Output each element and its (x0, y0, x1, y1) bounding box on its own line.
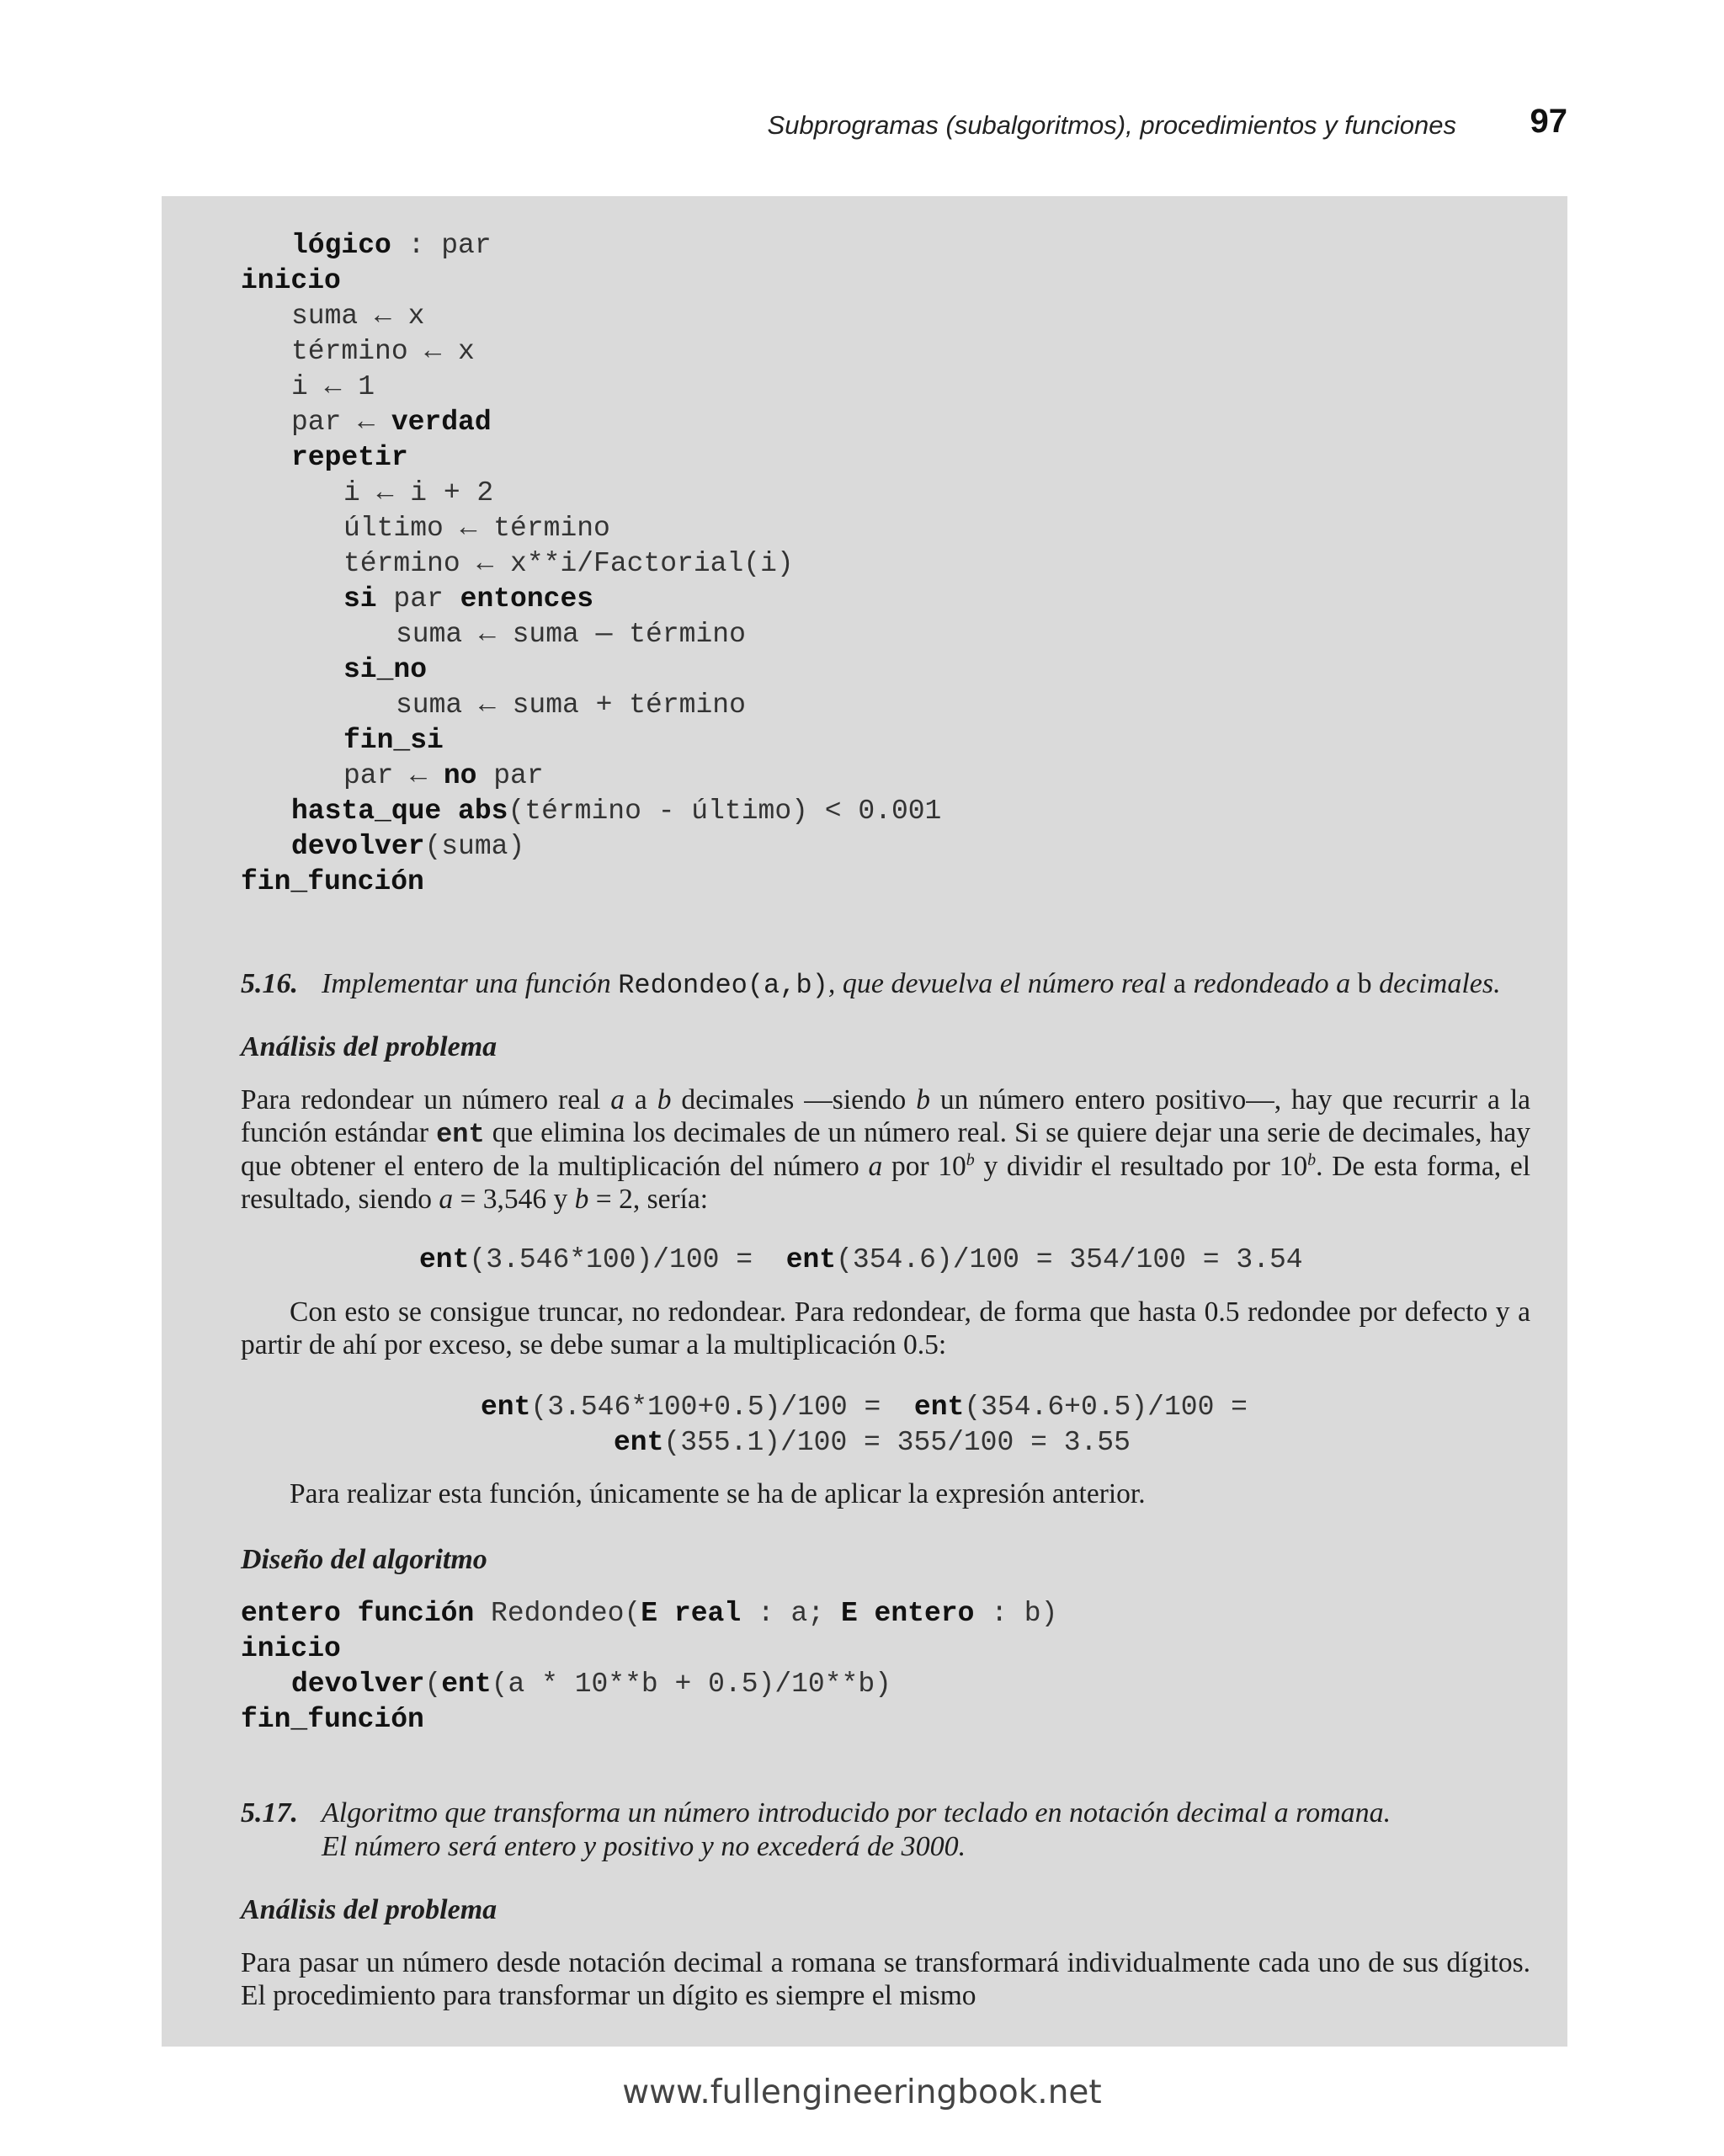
code-line: devolver(ent(a * 10**b + 0.5)/10**b) (291, 1669, 891, 1700)
problem-statement-5-17: 5.17. Algoritmo que transforma un número introducido por teclado en notación decimal a romana. El número será entero y positivo y no excederá de 3000. (241, 1797, 1391, 1862)
analysis-paragraph: Para pasar un número desde notación decimal a romana se transformará individualmente cada uno de sus dígitos. El procedimiento para transformar un dígito es siempre el mismo (241, 1947, 1530, 2011)
code-line: hasta_que abs(término - último) < 0.001 (291, 796, 942, 827)
section-heading-design: Diseño del algoritmo (241, 1544, 487, 1575)
code-line: suma ← suma — término (396, 619, 746, 650)
analysis-paragraph: Con esto se consigue truncar, no redondear. Para redondear, de forma que hasta 0.5 redondee por defecto y a partir de ahí por exceso, se debe sumar a la multiplicación 0.5: (241, 1296, 1530, 1360)
chapter-title: Subprogramas (subalgoritmos), procedimientos y funciones (767, 110, 1456, 140)
code-line: i ← 1 (291, 371, 375, 402)
equation-truncate: ent(3.546*100)/100 = ent(354.6)/100 = 354/100 = 3.54 (419, 1244, 1303, 1275)
code-line: repetir (291, 442, 408, 473)
page-number: 97 (1530, 103, 1567, 140)
code-line: devolver(suma) (291, 831, 525, 862)
section-heading-analysis: Análisis del problema (241, 1894, 498, 1925)
code-line: último ← término (343, 513, 610, 544)
code-line: suma ← suma + término (396, 689, 746, 721)
code-line: i ← i + 2 (343, 477, 494, 508)
code-line: par ← no par (343, 760, 544, 791)
code-line: término ← x (291, 336, 475, 367)
footer-url: www.fullengineeringbook.net (622, 2073, 1102, 2111)
code-line: suma ← x (291, 301, 425, 332)
code-line: si par entonces (343, 583, 594, 615)
analysis-paragraph: Para redondear un número real a a b decimales —siendo b un número entero positivo—, hay que recurrir a la función estándar ent que elimina los decimales de un número real. Si se quiere dejar una serie de decimales, hay que obtener el entero de la multiplicación del número a por 10$^b$ y dividir el resultado por 10$^b$. De esta forma, el resultado, siendo a = 3,546 y b = 2, sería: (241, 1084, 1531, 1215)
code-line: par ← verdad (291, 407, 492, 438)
code-line: inicio (241, 1633, 341, 1664)
code-line: fin_si (343, 725, 444, 756)
code-line: término ← x**i/Factorial(i) (343, 548, 794, 579)
section-heading-analysis: Análisis del problema (241, 1031, 498, 1062)
code-line: fin_función (241, 866, 424, 897)
equation-round: ent(3.546*100+0.5)/100 = ent(354.6+0.5)/100 = (481, 1392, 1248, 1423)
code-line: si_no (343, 654, 428, 685)
problem-statement-5-16: 5.16. Implementar una función Redondeo(a,b), que devuelva el número real a redondeado a b decimales. (241, 968, 1501, 1001)
code-line: inicio (241, 265, 341, 296)
code-line: fin_función (241, 1704, 424, 1735)
code-line: lógico : par (291, 230, 492, 261)
code-line: entero función Redondeo(E real : a; E entero : b) (241, 1598, 1058, 1629)
equation-round-continued: ent(355.1)/100 = 355/100 = 3.55 (614, 1427, 1131, 1458)
analysis-paragraph: Para realizar esta función, únicamente se ha de aplicar la expresión anterior. (290, 1478, 1146, 1509)
